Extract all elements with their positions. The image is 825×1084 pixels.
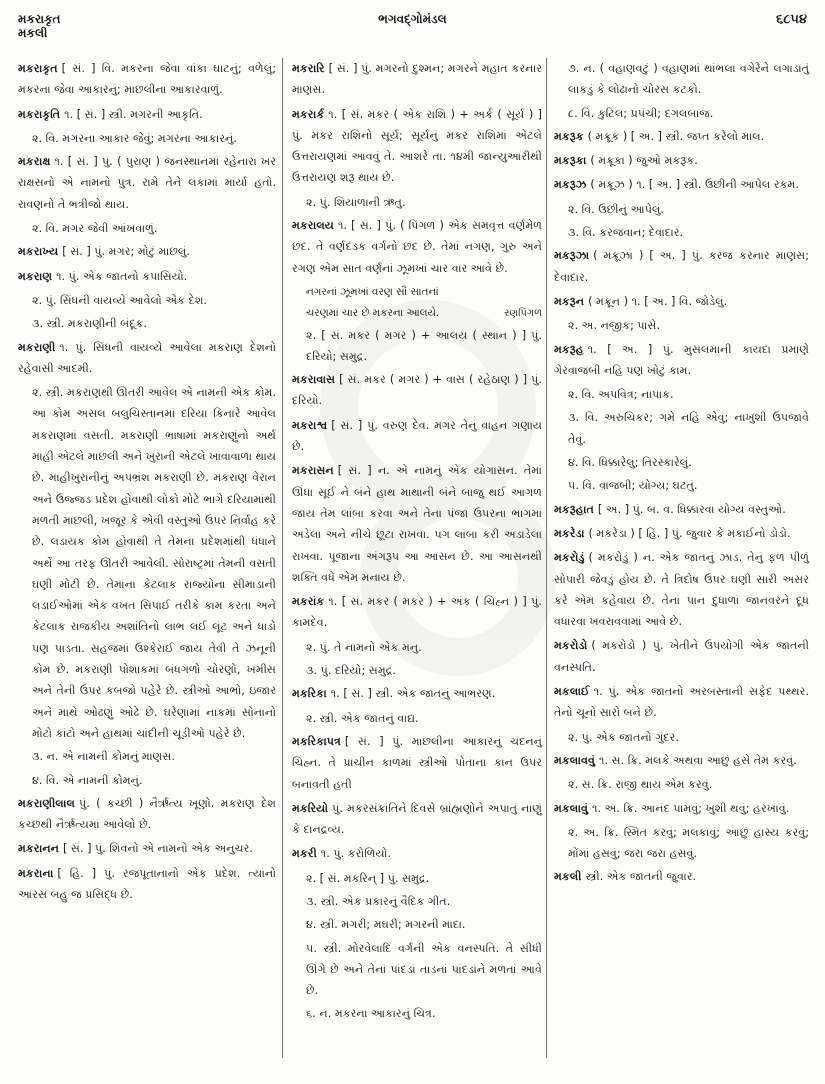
column-2 [292, 58, 542, 1027]
sense-definition: ૩. સ્ત્રી. મકરાણીની બંદૂક. [32, 317, 147, 331]
sense-definition: ૨. પું. તે નામનો એક મનુ. [306, 640, 422, 654]
headword: મકલાવું [554, 801, 588, 815]
definition-text: ( મક્રૂકા ) જુઓ મકરૂક. [590, 154, 698, 168]
headword: મકરૂકા [554, 154, 587, 168]
sense-definition: ૨. પું. સિંધની વાયવ્યે આવેલો એક દેશ. [32, 293, 208, 307]
headword: મકરોડો [554, 639, 588, 653]
dictionary-entry [18, 241, 276, 262]
definition-text: ૧. સ. ક્રિ. મલકે અથવા આછું હસે તેમ કરવું. [598, 753, 797, 767]
dictionary-entry [18, 104, 276, 125]
definition-text: ( મકરોડો ) પું. ખેતીને ઉપયોગી એક જાતની વનસ્પતિ. [554, 639, 809, 674]
headword: મકલાવવું [554, 753, 595, 767]
definition-text: [ અ. ] પું. બ. વ. ધિક્કારવા યોગ્ય વસ્તુઓ. [597, 502, 786, 516]
sense-definition: ૨. વિ. મગરના આકાર જેવું; મગરના આકારનું. [32, 131, 237, 145]
definition-text: ૧. [ સં. ] પું. ( પુરાણ ) જનસ્થાનમાં રહેનારા ખર રાક્ષસનો એ નામનો પુત્ર. રામે તેને લંકામાં માર્યા હતો. રાવણનો તે ભત્રીજો થાય. [18, 155, 276, 211]
headword: મકરોડું [554, 551, 585, 565]
dictionary-entry [292, 683, 542, 704]
dictionary-entry [554, 866, 809, 887]
headword: મકરિકા [292, 687, 327, 701]
dictionary-entry [18, 266, 276, 287]
column-divider [282, 58, 283, 1058]
dictionary-entry [554, 150, 809, 171]
dictionary-entry [292, 58, 542, 101]
dictionary-entry [554, 750, 809, 771]
headword: મકરાક્ષ [18, 155, 51, 169]
quotation-line: નગરનાં ઝૂમખાં વરણ સૌ સાતનાં [306, 285, 439, 298]
definition-text: ( મક્રૂન ) ૧. [ અ. ] વિ. જોડેલું. [588, 294, 728, 308]
dictionary-entry [554, 339, 809, 382]
definition-text: ૧. [ સં. ] સ્ત્રી. એક જાતનું આભરણ. [330, 687, 496, 701]
dictionary-entry [554, 798, 809, 819]
sense-definition: ૩. ન. એ નામની કોમનું માણસ. [32, 750, 175, 764]
sense-definition: ૩. વિ. અરુચિકર; ગમે નહિ એવું; નાખુશી ઉપજાવે તેવું. [568, 411, 809, 446]
sense-definition: ૩. સ્ત્રી. એક પ્રકારનું વૈદિક ગીત. [306, 894, 451, 908]
sense-definition: ૨. અ. નજીક; પાસે. [568, 319, 661, 333]
column-divider [546, 58, 547, 1058]
dictionary-entry [554, 174, 809, 195]
definition-text: ( મક્રૂઝા ) [ અ. ] પું. કરજ કરનાર માણસ; દેવાદાર. [554, 249, 809, 284]
sense-definition: ૨. વિ. મગર જેવી આંખવાળું. [32, 222, 158, 236]
dictionary-entry [292, 104, 542, 189]
definition-text: ૧. [ સં. ] સ્ત્રી. મગરની આકૃતિ. [64, 107, 203, 121]
headword: મકરાણ [18, 269, 53, 283]
dictionary-entry [554, 499, 809, 520]
dictionary-entry [554, 635, 809, 678]
dictionary-entry [18, 337, 276, 380]
sense-definition: ૨. સ્ત્રી. મકરાણથી ઊતરી આવેલ એ નામની એક કોમ. આ કોમ અસલ બલુચિસ્તાનમાં દરિયા કિનારે આવેલ મકરાણમાં વસતી. મકરાણી ભાષામાં મકરાણુંનો અર્થ માહી એટલે માછલી અને ખુરાની એટલે ખાવાવાળા થાય છે. માહીખુરાનીનું અપભ્રંશ મકરાણી છે. મકરાણ વેરાન અને ઉજ્જડ પ્રદેશ હોવાથી લોકો મોટે ભાગે દરિયામાંથી મળતી માછલી, ખજૂર કે એવી વસ્તુઓ ઉપર નિર્વાહ કરે છે. લડાયક કોમ હોવાથી તે તેમના પ્રદેશમાંથી ધંધાને અર્થે આ તરફ ઊતરી આવેલી. સોરાષ્ટ્રમાં તેમની વસતી ઘણી મોટી છે. તેમાંના કેટલાક રાજ્યોના સીમાડાની લડાઈઓમાં એક વખત સિપાઈ તરીકે કામ કરતા અને કેટલાક રાજકીય અશાંતિનો લાભ લઈ લૂંટ અને ધાડો પણ પાડતા. સહજમાં ઉશ્કેરાઈ જાય તેવી તે ઝનૂની કોમ છે. મકરાણી પોશાકમાં બંધગળો ચોરણો, ખમીસ અને તેની ઉપર કબજો પહેરે છે. સ્ત્રીઓ આભો, ઇજાર અને માથે ઓઢણું ઓઢે છે. ઘરેણામાં નાકમાં સોનાનો મોટો કાંટો અને હાથમાં ચાંદીની ચૂડીઓ પહેરે છે. [32, 386, 276, 740]
headword: મકરિકાપત્ર [292, 734, 341, 748]
guide-word-last: મકલી [18, 26, 48, 40]
sense-definition: ૪. વિ. એ નામની કોમનું. [32, 773, 143, 787]
dictionary-entry [18, 151, 276, 215]
sense-definition: ૬. ન. મકરના આકારનું ચિત્ર. [306, 1007, 436, 1021]
headword: મકરાકૃત [18, 62, 58, 75]
sense-definition: ૨. [ સં. મકર ( મગર ) + આલય ( સ્થાન ) ] પું. દરિયો; સમુદ્ર. [306, 328, 542, 363]
definition-text: સ્ત્રી. એક જાતની જુવાર. [585, 870, 697, 884]
sense-definition: ૨. સ. ક્રિ. રાજી થાય એમ કરવું. [568, 778, 713, 792]
sense-definition: ૨. સ્ત્રી. એક જાતનું વાદ્ય. [306, 711, 419, 725]
headword: મકરેડા [554, 526, 585, 540]
dictionary-entry [554, 245, 809, 288]
definition-text: [ સં. ] પું. વરુણ દેવ. મગર તેનું વાહન ગણાય છે. [292, 418, 542, 454]
definition-text: [ સં. ] ન. એ નામનું એક યોગાસન. તેમાં ઊંધા સૂઈ ને બંને હાથ માથાની બંને બાજુ થઈ આગળ જાય તેમ લાંબા કરવા અને તેના પંજા ઉપરના ભાગમાં અડેલા અને નીચે છૂટા રાખવા. પગ લાંબા કરી અડાડેલા રાખવા. પૂજાના અંગરૂપ આ આસન છે. આ આસનથી શક્તિ વધે એમ મનાય છે. [292, 464, 542, 584]
sense-definition: ૨. વિ. ઉછીનું આપેલું. [568, 202, 664, 216]
headword: મકરારિ [292, 62, 325, 75]
headword: મકરૂઝ [554, 178, 587, 192]
definition-text: [ સં. મકર ( મગર ) + વાસ ( રહેઠાણ ) ] પું. દરિયો. [292, 373, 542, 408]
sense-definition: ૨. અ. ક્રિ. સ્મિત કરવું; મલકાવું; આછું હાસ્ય કરવું; મોંમાં હસવું; જરા જરા હસવું. [568, 825, 809, 861]
dictionary-entry [292, 798, 542, 841]
headword: મકરાંક [292, 595, 325, 609]
headword: મકરાલય [292, 219, 334, 233]
definition-text: ૧. [ સં. ] પું. ( પિંગળ ) એક સમવૃત્ત વર્ણમેળ છંદ. તે વર્ણદંડક વર્ગનો છંદ છે. તેમાં નગણ, ગુરુ અને રગણ એમ સાત વર્ણનાં ઝૂમખાં ચાર વાર આવે છે. [292, 219, 542, 275]
sense-definition: ૭. ન. ( વહાણવટું ) વહાણમાં થાંભલા વગેરેને લગાડાતું લાકડું કે લોઢાનો ચોરસ કટકો. [568, 62, 809, 97]
definition-text: ૧. પું. કરોળિયો. [320, 847, 391, 861]
dictionary-entry [554, 681, 809, 724]
sense-definition: ૨. [ સં. મકરિન્ ] પું. સમુદ્ર. [306, 871, 430, 885]
dictionary-entry [18, 58, 276, 101]
dictionary-entry [18, 793, 276, 836]
dictionary-entry [292, 460, 542, 588]
dictionary-entry [554, 126, 809, 147]
headword: મકરૂહ [554, 342, 584, 356]
dictionary-entry [292, 731, 542, 795]
dictionary-entry [292, 591, 542, 634]
definition-text: ( મકરોડું ) ન. એક જાતનું ઝાડ. તેનું ફળ પીળું સોપારી જેવડું હોય છે. તે ત્રિદોષ ઉપર ઘણી સારી અસર કરે એમ કહેવાય છે. તેનાં પાન દુધાળાં જાનવરને દૂધ વધારવા ખવરાવવામાં આવે છે. [554, 551, 809, 629]
dictionary-entry [292, 415, 542, 458]
page-title: ભગવદ્ગોમંડલ [378, 12, 447, 26]
dictionary-entry [18, 838, 276, 859]
headword: મકરાસન [292, 464, 334, 478]
sense-definition: ૮. વિ. કુટિલ; પ્રપંચી; દગલબાજ. [568, 106, 714, 120]
definition-text: [ સં. ] પું. મગર; મોટું માછલું. [62, 245, 190, 259]
headword: મકરૂક [554, 129, 584, 143]
headword: મકરાવાસ [292, 373, 336, 387]
headword: મકલી [554, 870, 582, 884]
sense-definition: ૩. પું. દરિયો; સમુદ્ર. [306, 664, 396, 678]
definition-text: [ સં. ] વિ. મકરના જેવા વાંકા ઘાટનું; વળેલું; મકરના જેવા આકારનું; માછલીના આકારવાળું. [18, 62, 276, 97]
definition-text: ૧. [ સં. મકર ( મકર ) + અંક ( ચિહ્ન ) ] પું. કામદેવ. [292, 595, 542, 630]
definition-text: ૧. પું. સિંધની વાયવ્યે આવેલા મકરાણ દેશનો રહેવાસી આદમી. [18, 340, 276, 375]
definition-text: ( મક્રૂઝ ) ૧. [ અ. ] સ્ત્રી. ઉછીની આપેલ રકમ. [590, 178, 800, 192]
headword: મકરાણીલાલ [18, 796, 75, 810]
sense-definition: ૪. વિ. ધિક્કારેલું; તિરસ્કારેલું. [568, 456, 692, 470]
dictionary-entry [292, 843, 542, 864]
dictionary-entry [554, 547, 809, 632]
definition-text: [ સં. ] પું. શિવનો એ નામનો એક અનુચર. [63, 842, 253, 856]
definition-text: ( મક્રૂક ) [ અ. ] સ્ત્રી. જપ્ત કરેલો માલ. [587, 129, 765, 143]
definition-text: ( મકરેડા ) [ હિં. ] પું. જુવાર કે મકાઈનો ડોડો. [588, 526, 791, 540]
headword: મકરાણી [18, 340, 56, 354]
column-3 [554, 58, 809, 891]
sense-definition: ૩. વિ. કરજવાન; દેવાદાર. [568, 226, 684, 240]
sense-definition: ૨. પું. શિયાળાની ઋતુ. [306, 195, 406, 209]
definition-text: [ સં. ] પું. માછલીના આકારનું ચંદનનું ચિહ્ન. તે પ્રાચીન કાળમાં સ્ત્રીઓ પોતાના કાન ઉપર બનાવતી હતી [292, 734, 542, 791]
sense-definition: ૫. સ્ત્રી. મોરવેલાદિ વર્ગની એક વનસ્પતિ. તે સીધી ઊગે છે અને તેનાં પાંદડાં તાડનાં પાંદડાંને મળતાં આવે છે. [306, 941, 542, 998]
definition-text: ૧. અ. ક્રિ. આનંદ પામવું; ખુશી થવું; હરખાવું. [591, 801, 790, 815]
headword: મકરૂહાત [554, 502, 594, 516]
headword: મકરી [292, 847, 317, 861]
sense-definition: ૪. સ્ત્રી. મગરી; મઘરી; મગરની માદા. [306, 918, 466, 932]
definition-text: ૧. [ સં. મકર ( એક રાશિ ) + અર્ક ( સૂર્ય ) ] પું. મકર રાશિનો સૂર્ય; સૂર્યનું મકર રાશિમાં એટલે ઉત્તરાયણમાં આવવું તે. આશરે તા. ૧૪મી જાન્યુઆરીથી ઉત્તરાયણ શરૂ થાય છે. [292, 107, 542, 185]
column-1 [18, 58, 276, 908]
quotation-line: ચરણમાં ચાર છે મકરના આલયે. રણપિંગળ [292, 303, 542, 324]
headword: મકરાશ્વ [292, 418, 328, 432]
dictionary-entry [292, 369, 542, 412]
headword: મકરિયો [292, 801, 329, 815]
quotation-source: રણપિંગળ [504, 308, 542, 320]
headword: મકરાકૃતિ [18, 107, 61, 121]
dictionary-entry [554, 523, 809, 544]
headword: મકરાનન [18, 842, 59, 856]
definition-text: ૧. પું. એક જાતનો અરબસ્તાની સફેદ પથ્થર. તેનો ચૂનો સારો બને છે. [554, 685, 809, 720]
dictionary-entry [292, 215, 542, 279]
definition-text: [ હિં. ] પું. રજપૂતાનાનો એક પ્રદેશ. ત્યાંનો આરસ બહુ જ પ્રસિદ્ધ છે. [18, 866, 276, 901]
definition-text: પું. ( કચ્છી ) નૈર્ઋત્ય ખૂણો. મકરાણ દેશ કચ્છથી નૈર્ઋત્યમાં આવેલો છે. [18, 796, 276, 832]
headword: મકરાર્ક [292, 107, 325, 121]
guide-word-first: મકરાકૃત [18, 12, 61, 26]
headword: મકરાખ્ય [18, 245, 59, 259]
page-number: ૬૮૫૪ [775, 12, 807, 27]
definition-text: ૧. [ અ. ] પું. મુસલમાની કાયદા પ્રમાણે ગેરવાજબી નહિ પણ ખોટું કામ. [554, 342, 809, 377]
sense-definition: ૨. વિ. અપવિત્ર; નાપાક. [568, 388, 674, 402]
headword: મકરૂન [554, 294, 585, 308]
definition-text: [ સં. ] પું. મગરનો દુશ્મન; મગરને મહાત કરનાર માણસ. [292, 62, 542, 97]
page-header [0, 0, 825, 50]
definition-text: પું. મકરસંક્રાંતિને દિવસે બ્રાહ્મણોને અપાતું નાણું કે દાનદ્રવ્ય. [292, 801, 542, 837]
sense-definition: ૨. પું. એક જાતનો ગુંદર. [568, 730, 680, 744]
headword: મકલાઈ [554, 685, 590, 699]
headword: મકરાના [18, 866, 54, 880]
definition-text: ૧. પું. એક જાતનો કપાસિયો. [56, 269, 188, 283]
headword: મકરૂઝા [554, 249, 590, 263]
dictionary-entry [554, 291, 809, 312]
sense-definition: ૫. વિ. વાજબી; યોગ્ય; ઘટતું. [568, 479, 698, 493]
dictionary-entry [18, 863, 276, 906]
